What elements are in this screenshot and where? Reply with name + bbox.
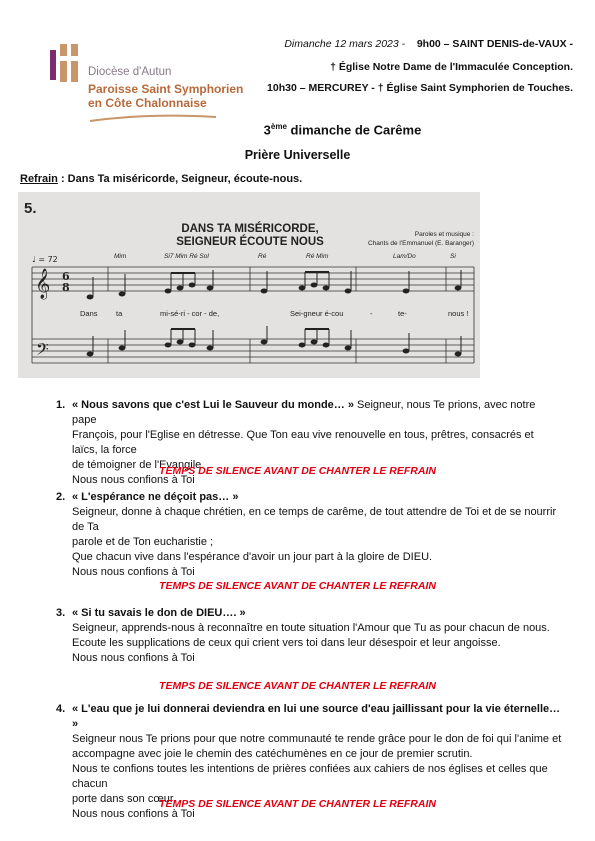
paroisse-line1: Paroisse Saint Symphorien [88,82,244,96]
intention-text: parole et de Ton eucharistie ; [72,536,214,548]
time-signature-bottom: 8 [62,281,70,294]
score-title-2: SEIGNEUR ÉCOUTE NOUS [176,236,324,248]
intention-title: « Nous savons que c'est Lui le Sauveur du monde… » [72,399,354,411]
intention-number: 2. [56,491,66,503]
chord: Ré [258,253,267,260]
intention-text: Nous te confions toutes les intentions de prières confiées aux cahiers de nos églises et celles que chacun [72,763,548,790]
refrain-line [20,173,302,185]
silence-note: TEMPS DE SILENCE AVANT DE CHANTER LE REFRAIN [159,798,436,810]
page-title: 3ème dimanche de Carême [263,122,422,138]
music-score [18,192,480,378]
intention-text: Que chacun vive dans l'espérance d'avoir un jour part à la gloire de DIEU. [72,551,433,563]
intention-text: de témoigner de l'Evangile. [72,459,205,471]
lyric: Sei-gneur é-cou [290,309,344,318]
score-number: 5. [24,200,37,217]
intention-number: 1. [56,399,66,411]
header-line1 [284,38,573,50]
intention-text: Seigneur, donne à chaque chrétien, en ce temps de carême, de tout attendre de Toi et de se nourrir de Ta [72,506,557,533]
silence-note: TEMPS DE SILENCE AVANT DE CHANTER LE REFRAIN [159,580,436,592]
intention-title: « Si tu savais le don de DIEU…. » [72,607,246,619]
intention-text: Seigneur, apprends-nous à reconnaître en toute situation l'Amour que Tu as pour chacun de nous. [72,622,550,634]
treble-staff [32,267,474,363]
diocese-name: Diocèse d'Autun [88,66,172,78]
refrain-text: : Dans Ta miséricorde, Seigneur, écoute-nous. [57,173,303,185]
intention-text: porte dans son cœur. [72,793,176,805]
silence-note: TEMPS DE SILENCE AVANT DE CHANTER LE REFRAIN [159,680,436,692]
silence-note: TEMPS DE SILENCE AVANT DE CHANTER LE REFRAIN [159,465,436,477]
header-date: Dimanche 12 mars 2023 - [284,38,406,50]
paroisse-line2: en Côte Chalonnaise [88,96,207,110]
intention-title: « L'espérance ne déçoit pas… » [72,491,239,503]
score-tempo: ♩ = 72 [32,255,58,264]
chord: Si [450,253,456,260]
lyric: ta [116,309,123,318]
chord: Si7 Mim Ré Sol [164,253,209,260]
paroisse-name [88,82,243,110]
intention-response: Nous nous confions à Toi [72,474,195,486]
header-place1: 9h00 – SAINT DENIS-de-VAUX - [416,38,573,50]
header-line3: 10h30 – MERCUREY - † Église Saint Symphorien de Touches. [267,82,573,94]
header-line2: † Église Notre Dame de l'Immaculée Conception. [330,61,573,73]
page-subtitle: Prière Universelle [244,148,351,162]
intention-response: Nous nous confions à Toi [72,808,195,820]
intention-text: Ecoute les supplications de ceux qui crient vers toi dans leur désespoir et leur angoisse. [72,637,501,649]
score-title-1: DANS TA MISÉRICORDE, [181,223,319,235]
intention-response: Nous nous confions à Toi [72,566,195,578]
chord: Mim [114,253,127,260]
intention-3 [56,606,562,666]
bass-notes [87,340,462,357]
intention-text: accompagne avec joie le chemin des catéchumènes en ce jour de premier scrutin. [72,748,473,760]
intention-text: François, pour l'Eglise en détresse. Que Ton eau vive renouvelle en tous, prêtres, consacrés et laïcs, la force [72,429,534,456]
treble-clef-icon: 𝄞 [35,269,51,299]
intention-number: 3. [56,607,66,619]
intention-text: Seigneur, nous Te prions, avec notre pape [72,399,536,426]
lyric: mi-sé-ri - cor - de, [160,309,220,318]
lyric: - [370,309,373,318]
chord: Lam/Do [393,253,416,260]
score-credit-2: Chants de l'Emmanuel (E. Baranger) [367,240,474,247]
intention-text: Seigneur nous Te prions pour que notre communauté te rende grâce pour le don de foi qui l'anime et [72,733,562,745]
chord: Ré Mim [306,253,329,260]
score-credit-1: Paroles et musique : [414,231,474,238]
score-chords [114,253,456,260]
diocese-logo-cross [46,44,80,82]
bass-clef-icon: 𝄢 [36,339,49,363]
intention-number: 4. [56,703,66,715]
score-lyrics [80,309,468,318]
intention-response: Nous nous confions à Toi [72,652,195,664]
lyric: Dans [80,309,98,318]
lyric: te- [398,309,407,318]
intention-2 [56,490,562,580]
intention-title: « L'eau que je lui donnerai deviendra en lui une source d'eau jaillissant pour la vie éternelle… » [72,703,561,730]
refrain-label: Refrain [20,173,58,185]
time-signature-top: 6 [62,270,70,283]
lyric: nous ! [448,309,469,318]
